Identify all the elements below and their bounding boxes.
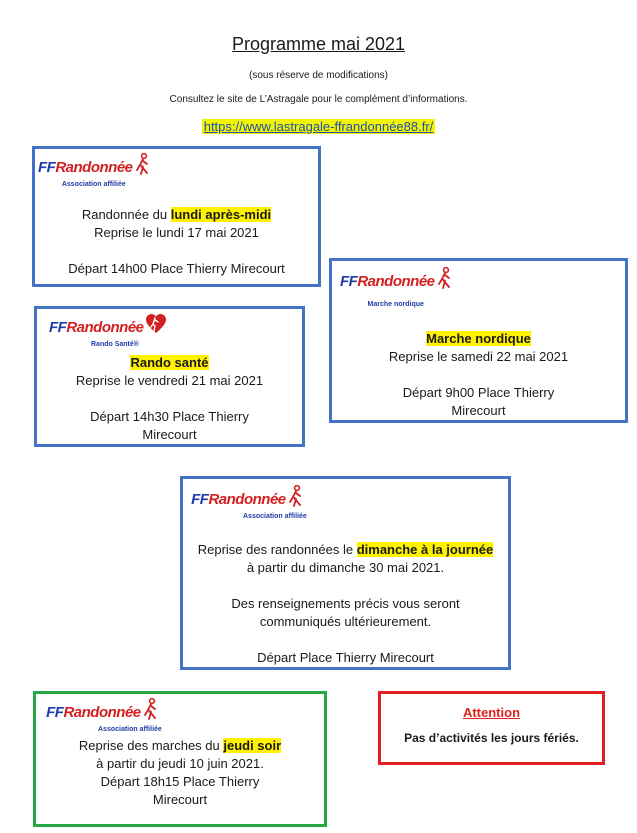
walker-icon: [134, 153, 150, 175]
ffrandonnee-logo: FFRandonnée Association affiliée: [187, 485, 307, 526]
walker-icon: [287, 485, 303, 507]
logo-subtitle: Association affiliée: [61, 181, 126, 188]
box-sante-line4: Mirecourt: [142, 427, 197, 442]
attention-title: Attention: [462, 705, 521, 720]
subtitle: (sous réserve de modifications): [249, 70, 388, 81]
box-nordique-line2: Reprise le samedi 22 mai 2021: [388, 349, 569, 364]
box-lundi-line1: Randonnée du lundi après-midi: [81, 207, 272, 222]
highlight-sante: Rando santé: [130, 355, 209, 370]
box-sante-line2: Reprise le vendredi 21 mai 2021: [75, 373, 264, 388]
highlight-dimanche: dimanche à la journée: [356, 542, 494, 557]
box-jeudi-line4: Mirecourt: [152, 792, 208, 807]
box-jeudi-line3: Départ 18h15 Place Thierry: [100, 774, 260, 789]
ffrandonnee-logo: FFRandonnée Association affiliée: [42, 698, 162, 739]
box-jeudi-line2: à partir du jeudi 10 juin 2021.: [96, 756, 264, 771]
box-marche-nordique: [329, 258, 628, 423]
attention-body: Pas d’activités les jours fériés.: [404, 731, 579, 745]
highlight-jeudi: jeudi soir: [223, 738, 282, 753]
box-jeudi-line1: Reprise des marches du jeudi soir: [78, 738, 282, 753]
box-dimanche: [180, 476, 511, 670]
logo-subtitle: Association affiliée: [243, 513, 307, 520]
box-sante-line1: [37, 354, 302, 372]
ffrandonnee-sante-logo: FFRandonnée Rando Santé®: [49, 313, 167, 354]
box-rando-sante: [34, 306, 305, 447]
highlight-nordique: Marche nordique: [426, 331, 531, 346]
box-dimanche-line1: Reprise des randonnées le dimanche à la journée: [197, 542, 494, 557]
box-dimanche-line2: à partir du dimanche 30 mai 2021.: [246, 560, 445, 575]
walker-icon: [142, 698, 158, 720]
box-lundi-line3: Départ 14h00 Place Thierry Mirecourt: [68, 261, 285, 276]
heart-icon: [145, 313, 167, 335]
box-nordique-line1: [332, 330, 625, 348]
logo-subtitle: Association affiliée: [98, 726, 162, 733]
box-dimanche-line3: Des renseignements précis vous seront: [231, 596, 460, 611]
box-jeudi: [33, 691, 327, 827]
box-nordique-line4: Mirecourt: [451, 403, 506, 418]
box-attention: [378, 691, 605, 765]
box-dimanche-line5: Départ Place Thierry Mirecourt: [257, 650, 434, 665]
page-title: Programme mai 2021: [231, 34, 406, 54]
box-lundi: [32, 146, 321, 287]
walker-icon: [436, 267, 452, 289]
box-nordique-line3: Départ 9h00 Place Thierry: [402, 385, 555, 400]
consult-text: Consultez le site de L’Astragale pour le complément d’informations.: [169, 94, 468, 105]
ffrandonnee-logo: FFRandonnée Association affiliée: [38, 153, 150, 194]
ffrandonnee-nordique-logo: FFRandonnée Marche nordique: [340, 267, 452, 314]
website-link[interactable]: https://www.lastragale-ffrandonnée88.fr/: [203, 119, 434, 134]
box-lundi-line2: Reprise le lundi 17 mai 2021: [94, 225, 259, 240]
url-wrapper: [0, 118, 637, 136]
box-sante-line3: Départ 14h30 Place Thierry: [90, 409, 249, 424]
highlight-lundi: lundi après-midi: [170, 207, 272, 222]
box-dimanche-line4: communiqués ultérieurement.: [259, 614, 432, 629]
logo-subtitle: Marche nordique: [367, 301, 424, 308]
logo-subtitle: Rando Santé®: [91, 341, 139, 348]
